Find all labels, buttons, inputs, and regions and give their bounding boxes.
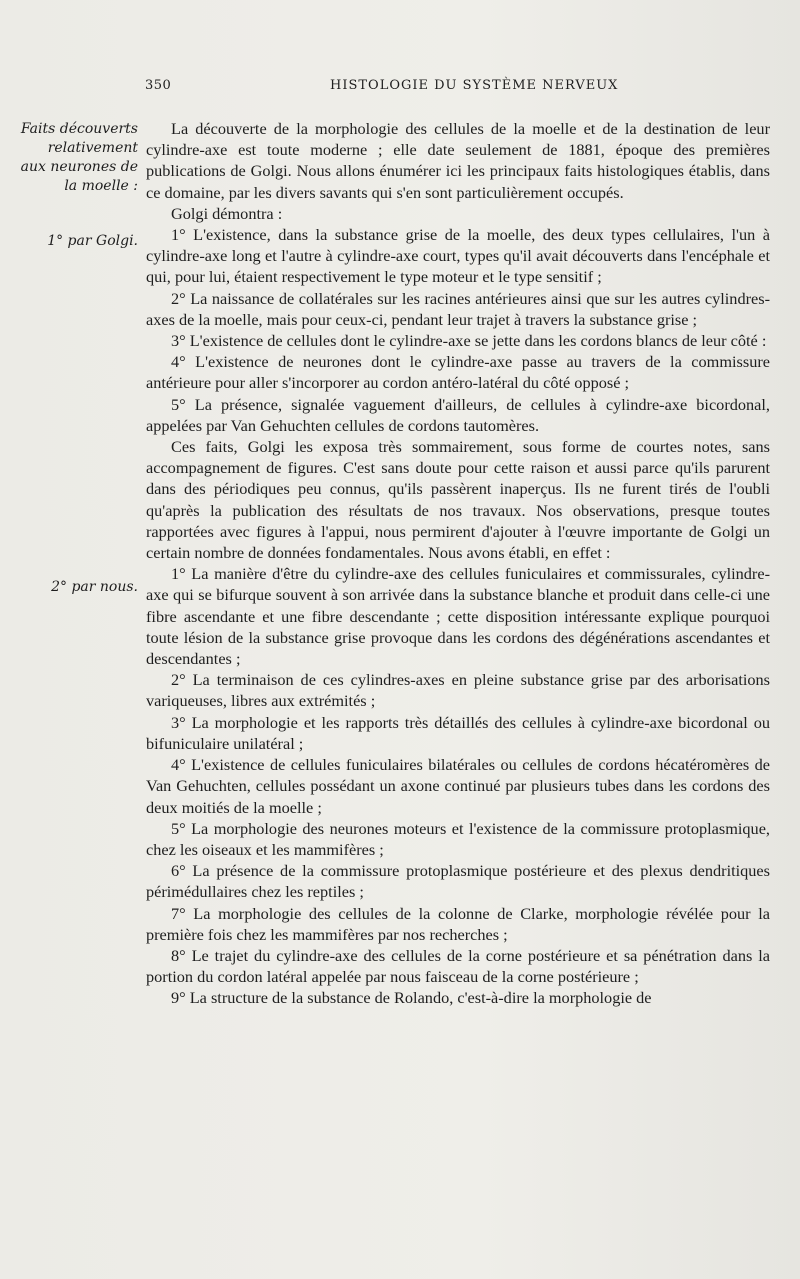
paragraph-golgi-demontra: Golgi démontra : bbox=[171, 203, 283, 223]
list-item-golgi-5: 5° La présence, signalée vaguement d'ailleurs, de cellules à cylindre-axe bicordonal, appelées par Van Gehuchten cellules de cordons tautomères. bbox=[146, 394, 770, 435]
margin-note-faits: Faits découverts relativement aux neurones de la moelle : bbox=[20, 121, 138, 194]
list-item-golgi-1: 1° L'existence, dans la substance grise de la moelle, des deux types cellulaires, l'un à cylindre-axe long et l'autre à cylindre-axe court, types qu'il avait découverts dans l'encéphale et qui, pour lui, étaient respectivement le type moteur et le type sensitif ; bbox=[146, 225, 770, 287]
margin-note-par-nous: 2° par nous. bbox=[51, 579, 138, 595]
list-item-golgi-4: 4° L'existence de neurones dont le cylindre-axe passe au travers de la commissure antérieure pour aller s'incorporer au cordon antéro-latéral du côté opposé ; bbox=[146, 352, 770, 393]
list-item-nous-7: 7° La morphologie des cellules de la colonne de Clarke, morphologie révélée pour la première fois chez les mammifères par nos recherches ; bbox=[146, 903, 770, 944]
paragraph-ces-faits: Ces faits, Golgi les exposa très sommairement, sous forme de courtes notes, sans accompagnement de figures. C'est sans doute pour cette raison et aussi parce qu'ils parurent dans des périodiques peu connus, qu'ils passèrent inaperçus. Ils ne furent tirés de l'oubli qu'après la publication des résultats de nos travaux. Nos observations, presque toutes rapportées avec figures à l'appui, nous permirent d'ajouter à l'œuvre importante de Golgi un certain nombre de données fondamentales. Nous avons établi, en effet : bbox=[146, 437, 770, 563]
body-text bbox=[146, 118, 770, 1009]
page-number: 350 bbox=[145, 78, 172, 93]
list-item-golgi-3: 3° L'existence de cellules dont le cylindre-axe se jette dans les cordons blancs de leur côté : bbox=[171, 331, 767, 351]
margin-note-golgi: 1° par Golgi. bbox=[47, 233, 138, 249]
list-item-nous-4: 4° L'existence de cellules funiculaires bilatérales ou cellules de cordons hécatéromères de Van Gehuchten, cellules possédant un axone continué par plusieurs tubes dans les cordons des deux moitiés de la moelle ; bbox=[146, 755, 770, 817]
paragraph-intro: La découverte de la morphologie des cellules de la moelle et de la destination de leur cylindre-axe est toute moderne ; elle date seulement de 1881, époque des premières publications de Golgi. Nous allons énumérer ici les principaux faits histologiques établis, dans ce domaine, par les divers savants qui s'en sont particulièrement occupés. bbox=[146, 119, 770, 202]
list-item-nous-5: 5° La morphologie des neurones moteurs et l'existence de la commissure protoplasmique, chez les oiseaux et les mammifères ; bbox=[146, 818, 770, 859]
list-item-nous-3: 3° La morphologie et les rapports très détaillés des cellules à cylindre-axe bicordonal ou bifuniculaire unilatéral ; bbox=[146, 712, 770, 753]
list-item-nous-9: 9° La structure de la substance de Rolando, c'est-à-dire la morphologie de bbox=[171, 988, 652, 1008]
page-header bbox=[145, 78, 765, 100]
list-item-nous-2: 2° La terminaison de ces cylindres-axes en pleine substance grise par des arborisations variqueuses, libres aux extrémités ; bbox=[146, 670, 770, 711]
list-item-golgi-2: 2° La naissance de collatérales sur les racines antérieures ainsi que sur les autres cylindres-axes de la moelle, mais pour ceux-ci, pendant leur trajet à travers la substance grise ; bbox=[146, 288, 770, 329]
running-title: HISTOLOGIE DU SYSTÈME NERVEUX bbox=[330, 78, 619, 93]
list-item-nous-1: 1° La manière d'être du cylindre-axe des cellules funiculaires et commissurales, cylindre-axe qui se bifurque souvent à son arrivée dans la substance blanche et produit dans celle-ci une fibre ascendante et une fibre descendante ; cette disposition intéressante explique pourquoi toute lésion de la substance grise provoque dans les cordons des dégénérations ascendantes et descendantes ; bbox=[146, 564, 770, 669]
list-item-nous-6: 6° La présence de la commissure protoplasmique postérieure et des plexus dendritiques périmédullaires chez les reptiles ; bbox=[146, 861, 770, 902]
list-item-nous-8: 8° Le trajet du cylindre-axe des cellules de la corne postérieure et sa pénétration dans la portion du cordon latéral appelée par nous faisceau de la corne postérieure ; bbox=[146, 945, 770, 987]
